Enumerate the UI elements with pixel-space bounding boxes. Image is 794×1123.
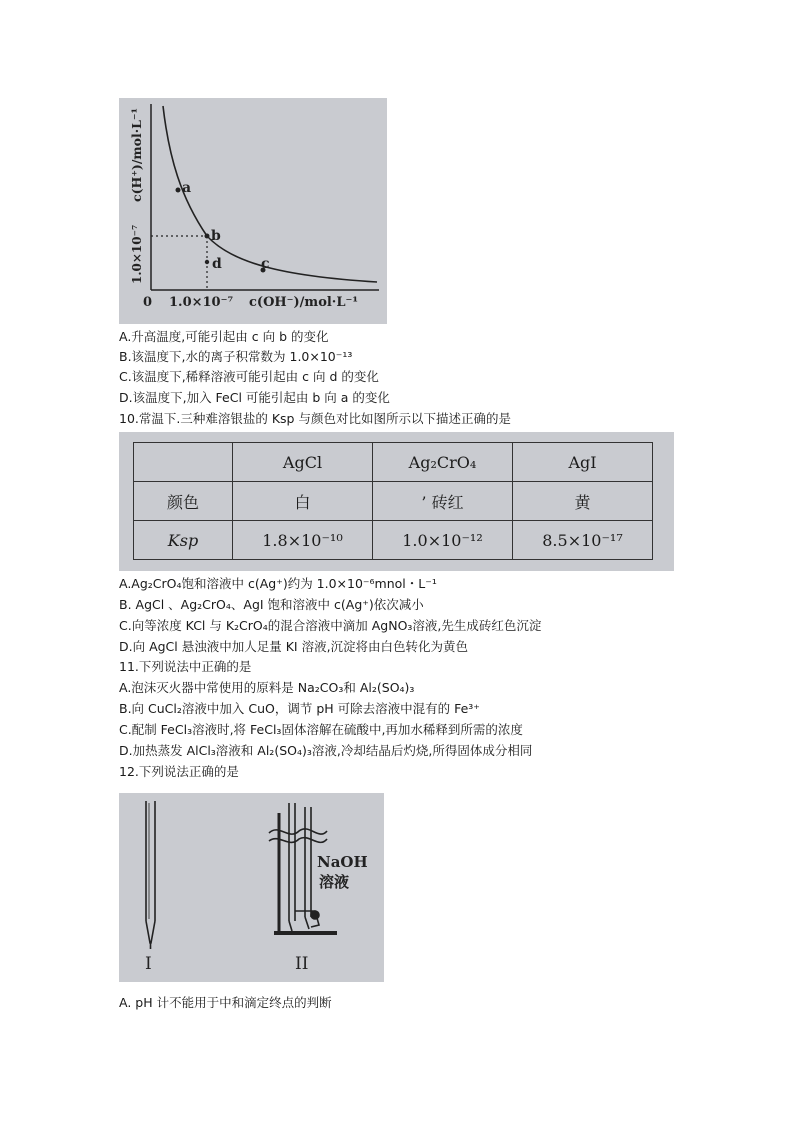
table-cell: Ksp bbox=[134, 521, 233, 560]
solution-label: 溶液 bbox=[319, 873, 350, 891]
table-cell: 1.8×10⁻¹⁰ bbox=[233, 521, 373, 560]
q11-option-b: B.向 CuCl₂溶液中加入 CuO，调节 pH 可除去溶液中混有的 Fe³⁺ bbox=[119, 701, 480, 716]
q9-option-d: D.该温度下,加入 FeCl 可能引起由 b 向 a 的变化 bbox=[119, 390, 390, 405]
q11-option-c: C.配制 FeCl₃溶液时,将 FeCl₃固体溶解在硫酸中,再加水稀释到所需的浓度 bbox=[119, 722, 523, 737]
q11-option-a: A.泡沫灭火器中常使用的原料是 Na₂CO₃和 Al₂(SO₄)₃ bbox=[119, 680, 415, 695]
ksp-table-figure bbox=[119, 432, 674, 571]
ksp-table bbox=[133, 442, 653, 560]
point-a-dot bbox=[176, 188, 181, 193]
q10-option-d: D.向 AgCl 悬浊液中加人足量 KI 溶液,沉淀将由白色转化为黄色 bbox=[119, 639, 469, 654]
table-row bbox=[134, 482, 653, 521]
point-c-label: c bbox=[261, 256, 270, 272]
x-tick-label: 1.0×10⁻⁷ bbox=[169, 295, 234, 310]
label-i: I bbox=[145, 954, 152, 974]
point-a-label: a bbox=[182, 180, 192, 196]
q10-option-c: C.向等浓度 KCl 与 K₂CrO₄的混合溶液中滴加 AgNO₃溶液,先生成砖红色沉淀 bbox=[119, 618, 542, 633]
x-axis-label: c(OH⁻)/mol·L⁻¹ bbox=[249, 295, 359, 310]
naoh-label: NaOH bbox=[317, 853, 368, 871]
q12-stem: 12.下列说法正确的是 bbox=[119, 764, 239, 779]
table-cell: AgI bbox=[513, 443, 653, 482]
y-axis-label: c(H⁺)/mol·L⁻¹ bbox=[129, 108, 144, 202]
burette-i bbox=[146, 801, 155, 949]
q11-stem: 11.下列说法中正确的是 bbox=[119, 659, 252, 674]
q10-stem: 10.常温下.三种难溶银盐的 Ksp 与颜色对比如图所示以下描述正确的是 bbox=[119, 411, 511, 426]
q9-option-b: B.该温度下,水的离子积常数为 1.0×10⁻¹³ bbox=[119, 349, 353, 364]
table-cell: AgCl bbox=[233, 443, 373, 482]
table-cell: Ag₂CrO₄ bbox=[373, 443, 513, 482]
apparatus-figure bbox=[119, 793, 384, 982]
q9-option-c: C.该温度下,稀释溶液可能引起由 c 向 d 的变化 bbox=[119, 369, 379, 384]
q12-option-a: A. pH 计不能用于中和滴定终点的判断 bbox=[119, 995, 332, 1010]
point-b-dot bbox=[205, 234, 210, 239]
q11-option-d: D.加热蒸发 AlCl₃溶液和 Al₂(SO₄)₃溶液,冷却结晶后灼烧,所得固体成分相同 bbox=[119, 743, 533, 758]
table-cell: 1.0×10⁻¹² bbox=[373, 521, 513, 560]
table-cell: 白 bbox=[233, 482, 373, 521]
label-ii: II bbox=[295, 954, 309, 974]
table-cell: 黄 bbox=[513, 482, 653, 521]
table-cell: ’ 砖红 bbox=[373, 482, 513, 521]
table-row bbox=[134, 521, 653, 560]
table-header-row bbox=[134, 443, 653, 482]
point-d-dot bbox=[205, 260, 209, 264]
y-tick-label: 1.0×10⁻⁷ bbox=[130, 224, 144, 284]
q10-option-a: A.Ag₂CrO₄饱和溶液中 c(Ag⁺)约为 1.0×10⁻⁶mnol・L⁻¹ bbox=[119, 576, 437, 591]
table-cell bbox=[134, 443, 233, 482]
q9-option-a: A.升高温度,可能引起由 c 向 b 的变化 bbox=[119, 329, 329, 344]
q10-option-b: B. AgCl 、Ag₂CrO₄、AgI 饱和溶液中 c(Ag⁺)依次减小 bbox=[119, 597, 424, 612]
table-cell: 8.5×10⁻¹⁷ bbox=[513, 521, 653, 560]
point-d-label: d bbox=[212, 256, 222, 272]
water-ion-product-figure bbox=[119, 98, 387, 324]
point-b-label: b bbox=[211, 228, 221, 244]
curve bbox=[163, 106, 377, 282]
table-cell: 颜色 bbox=[134, 482, 233, 521]
origin-label: 0 bbox=[143, 295, 153, 310]
